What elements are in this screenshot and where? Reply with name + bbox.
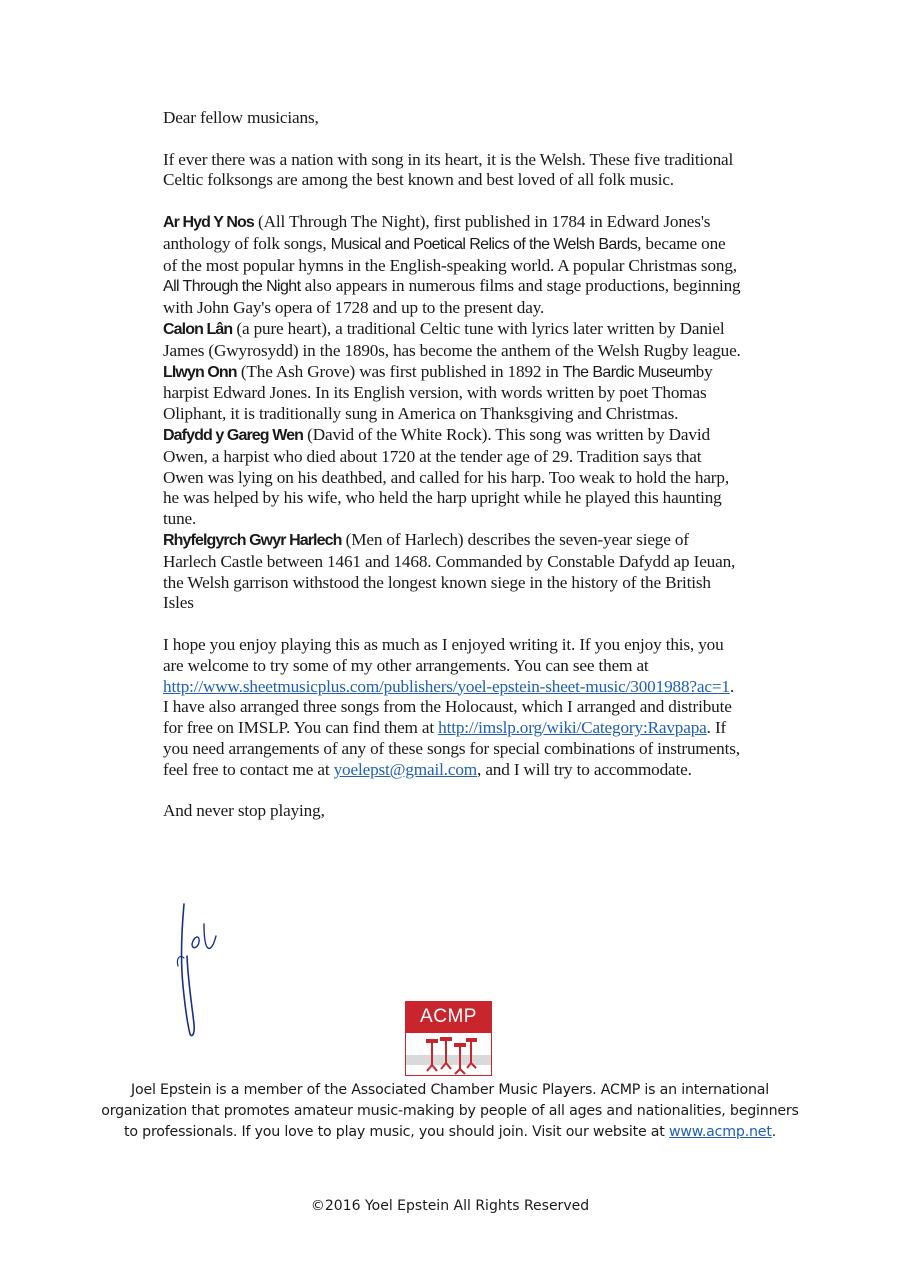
song-title: Ar Hyd Y Nos [163, 213, 254, 231]
letter-body [163, 108, 743, 822]
song-title: Llwyn Onn [163, 363, 237, 381]
acmp-note-end: . [771, 1124, 777, 1140]
greeting: Dear fellow musicians, [163, 108, 319, 127]
acmp-membership-note [100, 1080, 800, 1143]
song-paragraph-men-of-harlech [163, 530, 743, 614]
song-text: , became one of the most popular hymns in the English-speaking world. A popular Christmas song, [163, 233, 737, 275]
imslp-link[interactable]: http://imslp.org/wiki/Category:Ravpapa [438, 718, 707, 738]
song-paragraph-ar-hyd-y-nos [163, 212, 743, 319]
song-text: also appears in numerous films and stage productions, beginning with John Gay's opera of 1728 and up to the present day. [163, 276, 741, 318]
song-text: (The Ash Grove) was first published in 1892 in [236, 361, 563, 381]
closing-text: I hope you enjoy playing this as much as I enjoyed writing it. If you enjoy this, you are welcome to try some of my other arrangements. You can see them at [163, 634, 724, 675]
closing-text: . I have also arranged three songs from the Holocaust, which I arranged and distribute for free on IMSLP. You can find them at [163, 676, 734, 738]
song-paragraph-calon-lan [163, 319, 743, 362]
acmp-website-link[interactable]: www.acmp.net [668, 1124, 772, 1140]
closing-text: , and I will try to accommodate. [477, 759, 692, 779]
sheetmusicplus-link[interactable]: http://www.sheetmusicplus.com/publishers/yoel-epstein-sheet-music/3001988?ac=1 [163, 676, 730, 696]
song-paragraph-dafydd-y-gareg-wen [163, 425, 743, 530]
book-title: All Through the Night [163, 278, 301, 296]
song-text: (a pure heart), a traditional Celtic tune with lyrics later written by Daniel James (Gwyrosydd) in the 1890s, has become the anthem of the Welsh Rugby league. [163, 318, 741, 360]
song-text: by harpist Edward Jones. In its English version, with words written by poet Thomas Oliphant, it is traditionally sung in America on Thanksgiving and Christmas. [163, 361, 713, 424]
book-title: The Bardic Museum [562, 363, 696, 381]
handwritten-signature [170, 896, 230, 1041]
acmp-logo-text: ACMP [405, 1001, 492, 1033]
song-title: Rhyfelgyrch Gwyr Harlech [163, 531, 342, 549]
song-text: (Men of Harlech) describes the seven-year siege of Harlech Castle between 1461 and 1468. Commanded by Constable Dafydd ap Ieuan, the Welsh garrison withstood the longest known siege in the history of the British Isles [163, 529, 736, 613]
song-title: Dafydd y Gareg Wen [163, 426, 303, 444]
acmp-logo [405, 1001, 492, 1077]
signoff: And never stop playing, [163, 801, 325, 821]
email-link[interactable]: yoelepst@gmail.com [333, 759, 478, 779]
closing-text: . If you need arrangements of any of these songs for special combinations of instruments, feel free to contact me at [163, 718, 740, 779]
intro-paragraph: If ever there was a nation with song in its heart, it is the Welsh. These five traditional Celtic folksongs are among the best known and best loved of all folk music. [163, 149, 734, 190]
song-text: (All Through The Night), first published in 1784 in Edward Jones's anthology of folk songs, [163, 211, 711, 253]
music-stands-icon [405, 1033, 492, 1076]
copyright-notice: ©2016 Yoel Epstein All Rights Reserved [310, 1198, 590, 1214]
acmp-note-text: Joel Epstein is a member of the Associated Chamber Music Players. ACMP is an international organization that promotes amateur music-making by people of all ages and nationalities, beginners to professionals. If you love to play music, you should join. Visit our website at [101, 1082, 799, 1140]
song-title: Calon Lân [163, 320, 233, 338]
book-title: Musical and Poetical Relics of the Welsh Bards [330, 235, 638, 253]
closing-paragraph [163, 635, 743, 781]
song-text: (David of the White Rock). This song was written by David Owen, a harpist who died about 1720 at the tender age of 29. Tradition says that Owen was lying on his deathbed, and called for his harp. Too weak to hold the harp, he was helped by his wife, who held the harp upright while he played this haunting tune. [163, 424, 729, 529]
song-paragraph-llwyn-onn [163, 362, 743, 425]
